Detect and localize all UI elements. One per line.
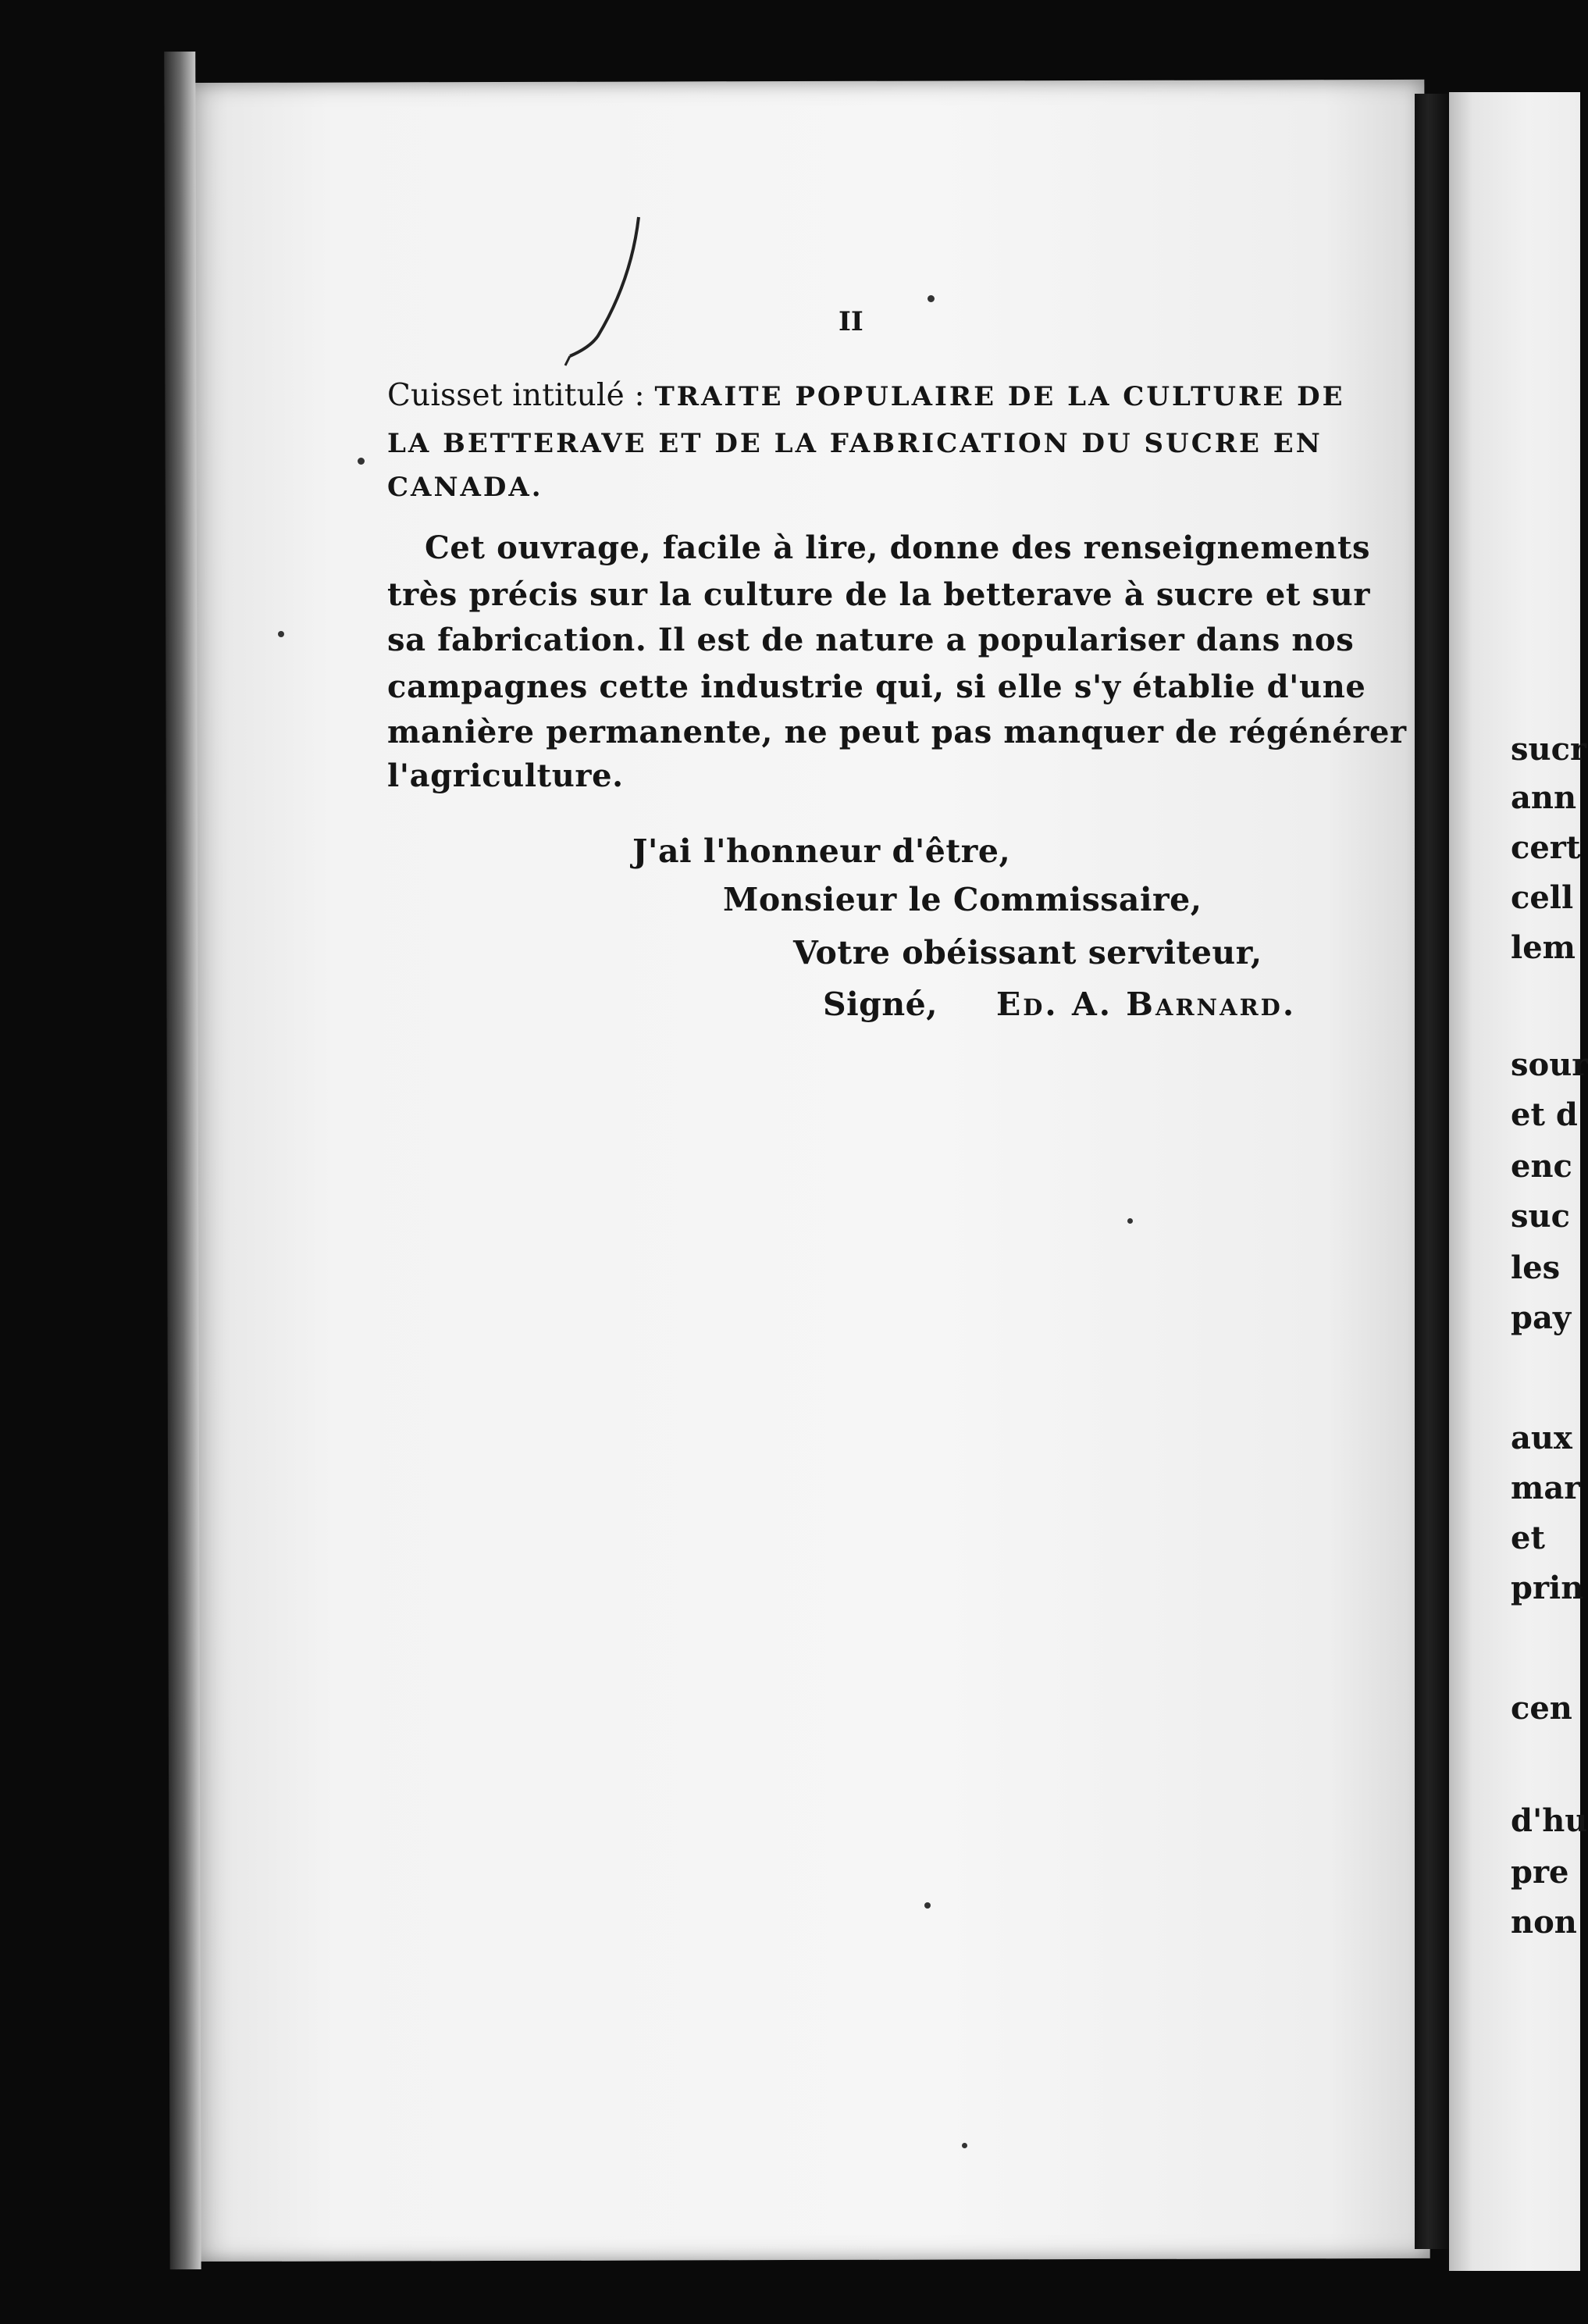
page-number: II [839,306,863,337]
closing-line-2: Monsieur le Commissaire, [723,881,1202,918]
paragraph-line: manière permanente, ne peut pas manquer de régénérer [387,714,1407,750]
paragraph-line: Cet ouvrage, facile à lire, donne des renseignements [425,529,1371,566]
right-page-fragment: lem [1511,929,1576,966]
scan-speck [924,1902,931,1909]
scan-speck [1127,1218,1133,1224]
heading-line-1 [387,378,1345,413]
right-page-fragment: et d [1511,1096,1578,1133]
scan-speck [928,295,935,302]
right-page-fragment: pre [1511,1854,1569,1891]
right-page-fragment: mar [1511,1470,1581,1506]
heading-title-caps: LA BETTERAVE ET DE LA FABRICATION DU SUCRE EN [387,428,1323,459]
heading-title-caps: CANADA. [387,472,543,503]
right-page-fragment: cen [1511,1690,1572,1727]
heading-title-caps: TRAITE POPULAIRE DE LA CULTURE DE [654,381,1345,412]
right-page-fragment: ann [1511,779,1577,816]
paragraph-line: sa fabrication. Il est de nature a populariser dans nos [387,622,1355,658]
signatory-name: Ed. A. Barnard. [996,986,1297,1023]
right-page-fragment: et [1511,1520,1545,1556]
paragraph-line: l'agriculture. [387,757,624,794]
right-page-fragment: cert [1511,829,1581,866]
scan-speck [278,631,284,637]
right-page-fragment: les [1511,1249,1561,1286]
book-gutter [1415,94,1449,2249]
right-page-fragment: non [1511,1904,1577,1941]
right-page-fragment: prin [1511,1570,1584,1606]
right-page-fragment: d'hu [1511,1802,1588,1839]
right-page-fragment: sucr [1511,731,1587,768]
right-page-fragment: cell [1511,879,1574,916]
right-page-fragment: enc [1511,1148,1572,1185]
signed-label: Signé, [823,986,938,1023]
paragraph-line: très précis sur la culture de la betterave à sucre et sur [387,576,1371,613]
right-page-fragment: aux [1511,1420,1572,1456]
right-page-fragment: pay [1511,1299,1572,1336]
closing-line-3: Votre obéissant serviteur, [793,934,1262,971]
right-page-fragment: sour [1511,1046,1588,1083]
right-page-fragment: suc [1511,1198,1570,1235]
paragraph-line: campagnes cette industrie qui, si elle s'y établie d'une [387,668,1366,705]
closing-line-1: J'ai l'honneur d'être, [632,832,1011,870]
scan-speck [358,458,365,465]
heading-line-2 [387,425,1323,460]
heading-lead: Cuisset intitulé : [387,378,645,413]
scan-speck [962,2143,967,2148]
heading-line-3 [387,469,543,504]
pen-mark-icon [547,211,656,367]
